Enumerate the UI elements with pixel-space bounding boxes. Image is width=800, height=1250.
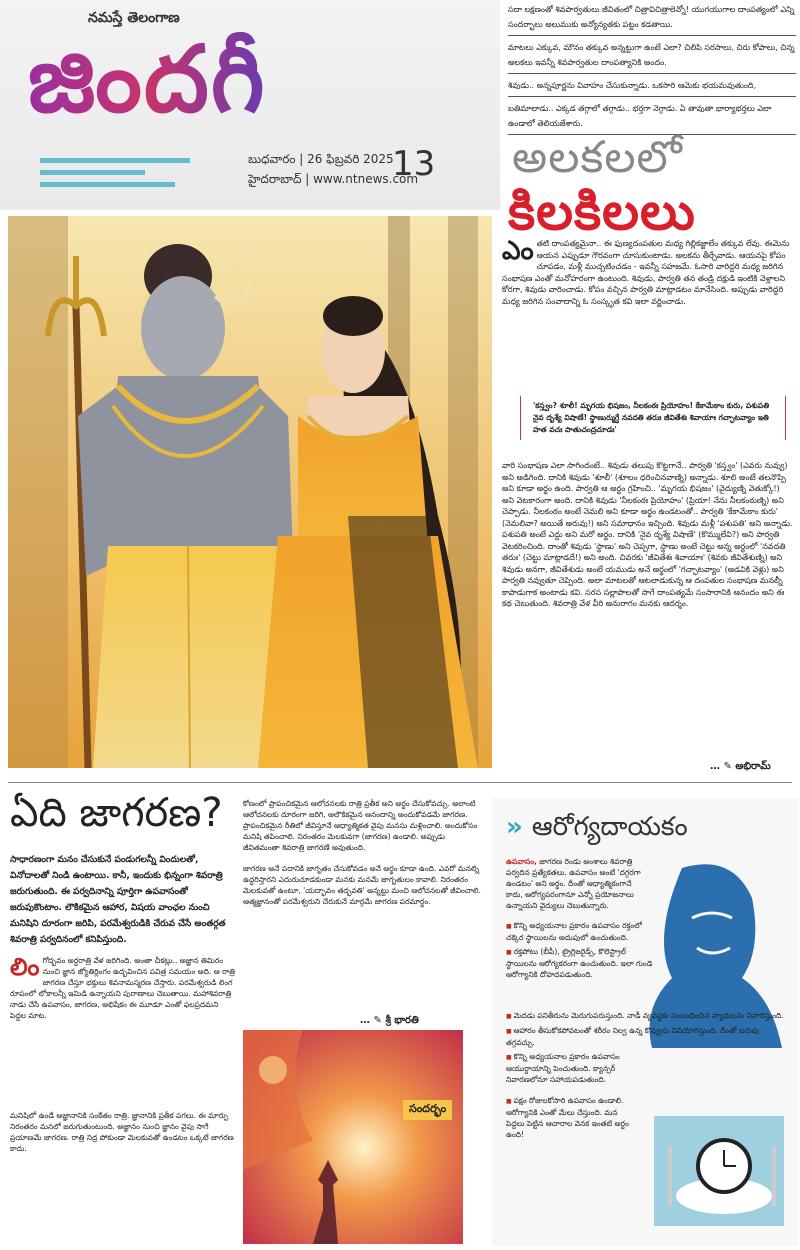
editorial-mid-paragraph-1: కోణంలో ప్రాపంచికమైన ఆలోచనలకు రాత్రి ప్రతీక అని అర్థం చేసుకోవచ్చు. అలాంటి ఆలోచనలకు దూరంగా జరిగి, అలౌకికమైన ఆనందాన్ని అందుకోవడమే జాగరణ. ప్రాపంచికమైన రీతిలో జీవిస్తూనే ఆధ్యాత్మికత వైపు మనసు మళ్లించాలి. అందుకోసం మనిషి తపించాలి. నిరంతరం మెలకువగా (జాగరణ) ఉండాలి. అప్పుడు జీవితమంతా శివరాత్రి జాగరణే అవుతుంది. bbox=[243, 799, 478, 852]
health-list-1 bbox=[506, 920, 656, 983]
intro-line: మాటలు ఎక్కువ, మౌనం తక్కువ అన్నట్టుగా ఉంటే ఎలా? చిలిపి సరసాలు, చిరు కోపాలు, చిన్న అలకలు ఇవన్నీ శివపార్వతుల దాంపత్యానికి అందం. bbox=[508, 40, 796, 74]
headline-line-2: కిలకిలలు bbox=[508, 182, 696, 242]
article-lead-text: తటి దాంపత్యమైనా.. ఈ ఫుణ్యదంపతుల మధ్య గిల్లికజ్జాలేం తక్కువ లేవు. ఈమెను ఆయన ఎప్పుడూ గౌరవంగా చూసుకుంటాడు. అలకను తీర్చేవాడు. ఆయనపై కోపం చూపడం, మళ్లీ ముచ్చటించడం - ఇవన్నీ సహజమే. ఓసారి వారిద్దరి మధ్య జరిగిన సంభాషణ ఎంతో మనోహరంగా ఉంటుంది. శివుడు, పార్వతి తన తండ్రి దక్షుడి ఇంటికి వెళ్లాలని కోరగా, శివుడు వారించాడు. కోపం వచ్చిన పార్వతి మాట్లాడటం మానేసింది. అప్పుడు వారిద్దరి మధ్య జరిగిన సంవాదాన్ని ఓ సంస్కృత కవి ఇలా వర్ణించాడు. bbox=[502, 239, 790, 306]
health-box-title bbox=[506, 812, 688, 848]
intro-deck bbox=[508, 2, 796, 139]
health-lead bbox=[506, 856, 646, 911]
article-dropcap: ఎం bbox=[502, 236, 534, 266]
editorial-body-1-text: గోద్భవం అర్ధరాత్రి వేళ జరిగింది. అంతా చీకట్లు.. అజ్ఞాన తిమిరం నుంచి జ్ఞాన జ్యోతిర్లింగం ఉద్భవించిన పవిత్ర సమయం అది. ఆ రాత్రి జాగరణ చేస్తూ భక్తులు శివనామస్మరణ చేస్తారు. పరమేశ్వరుడి లింగ రూపంలో లోకాలన్నీ ఇమిడి ఉన్నాయని పురాణాలు చెబుతాయి. మహాశివరాత్రి నాడు చేసే ఉపవాసం, జాగరణ, అభిషేకం ఈ మూడూ ఎంతో ఫలప్రదమని పెద్దల మాట. bbox=[10, 956, 235, 1020]
health-bullet: ■ కొన్ని అధ్యయనాల ప్రకారం ఉపవాసం రక్తంలో చక్కెర స్థాయిలను అదుపులో ఉంచుతుంది. bbox=[506, 920, 656, 943]
editorial-middle-column bbox=[243, 798, 483, 907]
sanskrit-verse-quote: 'కస్త్వం? శూలీ! మృగయ భిషజం, నీలకంఠః ప్రియోహం! కేకామేకాం కురు, పశుపతి నైవ దృశ్యే విషాణే! స్థాణుర్ముగ్ధే నవదతి తరుః జీవితేశః శివాయాః గచ్ఛాటవ్యాం ఇతి హత వచః పాతుచంద్రచూడః' bbox=[520, 396, 786, 440]
health-bullet: ■ మెదడు పనితీరును మెరుగుపరుస్తుంది. నాడీ వ్యవస్థకు సంబంధించిన వ్యాధులను నివారిస్తుంది. bbox=[506, 1010, 786, 1022]
editorial-lead: సాధారణంగా మనం చేసుకునే పండుగలన్నీ విందులతో, వినోదాలతో నిండి ఉంటాయి. కానీ, ఇందుకు భిన్నంగా శివరాత్రి జరుగుతుంది. ఈ పర్వదినాన్ని పూర్తిగా ఉపవాసంతో జరుపుకొంటాం. లౌకికమైన ఆహార, విషయ వాంఛల నుంచి మనిషిని దూరంగా జరిపి, పరమేశ్వరుడికి చేరువ చేసే అంతర్గత శివరాత్రి పర్వదినంలో కనిపిస్తుంది. bbox=[10, 855, 226, 945]
editorial-mid-paragraph-2: జాగరణ అనే పదానికి జాగృతం చేసుకోవడం అనే అర్థం కూడా ఉంది. ఎవరో మనల్ని ఉద్ధరిస్తారని ఎదురుచూడకుండా మనకు మనమే జాగృతులం కావాలి. నిరంతరం మెలకువతో ఉంటూ, 'యద్భావం తద్భవతి' అన్నట్టు మంచి ఆలోచనలతో జీవించాలి. ఆత్మజ్ఞానంతో పరమేశ్వరుని చేరుకునే మార్గమే జాగరణ పరమార్థం. bbox=[243, 864, 481, 906]
health-list-3 bbox=[506, 1095, 631, 1143]
pen-icon: … ✎ bbox=[710, 761, 736, 772]
masthead-decorative-bars bbox=[40, 158, 190, 194]
health-lead-key: ఉపవాసం, bbox=[506, 857, 537, 866]
headline-line-1: అలకలలో bbox=[512, 132, 683, 183]
main-article-body: వారి సంభాషణ ఎలా సాగిందంటే.. శివుడు తలుపు కొట్టగానే.. పార్వతి 'కస్త్వం' (ఎవరు నువ్వు) అని అడిగింది. దానికి శివుడు 'శూలీ' (శూలం ధరించినవాణ్ని) అన్నాడు. శూలి అంటే తలనొప్పి అని కూడా అర్థం ఉంది. పార్వతి ఆ అర్థం గ్రహించి.. 'మృగయ భిషజం' (వైద్యుణ్ని వెతుక్కో!) అని వెటకారంగా అంది. దానికి శివుడు 'నీలకంఠః ప్రియోహం' (ప్రియా! నేను నీలకంఠుణ్ని) అని చెప్పాడు. నీలకంఠం అంటే నెమలి అని కూడా అర్థం ఉండటంతో.. పార్వతి 'కేకామేకాం కురు' (నెమలివా? అయితే అరువు!) అని సమాధానం ఇచ్చింది. శివుడు మళ్లీ 'పశుపతి' అని అన్నాడు. పశుపతి అంటే ఎద్దు అని మరో అర్థం. దానికి 'నైవ దృశ్యే విషాణే' (కొమ్ములేవి?) అని పార్వతి వెటకరించింది. దాంతో శివుడు 'స్థాణు' అని చెప్పగా, స్థాణు అంటే చెట్టు అన్న అర్థంలో 'నవదతి తరుః' (చెట్టు మాట్లాడదే!) అని అంది. చివరకు 'జీవితేశః శివాయాః' (శివకు జీవితేశుణ్ని) అని శివుడు అనగా, జీవితేశుడు అంటే యముడు అనే అర్థంలో 'గచ్ఛాటవ్యాం' (అడవికి వెళ్లు) అని పార్వతి నవ్వుతూ చెప్పింది. అలా మాటలతో ఆటలాడుకున్న ఆ దంపతుల సంభాషణ మనల్నీ కాపాడుగాక అంటాడు కవి. సరస సల్లాపాలతో సాగే దాంపత్యమే సంసారానికి ఆనందం అని ఈ కథ చెబుతుంది. శివరాత్రి వేళ వీరి అనురాగం మనకు ఆదర్శం. bbox=[502, 461, 793, 608]
health-bullet: ■ పక్షం రోజులకోసారి ఉపవాసం ఉండాలి. ఆరోగ్యానికి ఎంతో మేలు చేస్తుంది. మన పెద్దలు పెట్టిన ఆచారాల వెనక ఇంతటి అర్థం ఉంది! bbox=[506, 1095, 631, 1140]
health-bullet: ■ రక్తపోటు (బీపీ), ట్రైగ్లిజరైడ్స్, కొలెస్ట్రాల్ స్థాయిలను ఆరోగ్యకరంగా ఉంచుతుంది. ఇలా గుండె ఆరోగ్యానికి దోహదపడుతుంది. bbox=[506, 946, 656, 980]
city-website-line: హైదరాబాద్ | www.ntnews.com bbox=[248, 172, 419, 186]
editorial-body-2: మనిషిలో ఉండే అజ్ఞానానికి సంకేతం రాత్రి. జ్ఞానానికి ప్రతీక పగలు. ఈ మార్పు నిరంతరం మనలో జరుగుతుంటుంది. అజ్ఞానం నుంచి జ్ఞానం వైపు సాగే ప్రయాణమే జాగరణ. రాత్రి నిద్ర పోకుండా మెలకువతో ఉండటం ఒక్కటే జాగరణ కాదు. bbox=[10, 1111, 234, 1153]
pen-icon: … ✎ bbox=[360, 1015, 386, 1026]
shiva-parvati-painting bbox=[8, 216, 492, 768]
section-divider bbox=[8, 782, 792, 783]
intro-line: సదా లక్షణంతో శివపార్వతులు జీవితంలో చిత్రావిచిత్రాలెన్నో! యుగయుగాల దాంపత్యంలో ఎన్ని సందర్భాలు అలుముకు అన్యోన్యతకు పట్టం కడతాయి. bbox=[508, 2, 796, 36]
editorial-byline bbox=[360, 1014, 419, 1028]
main-article-lead bbox=[502, 238, 794, 307]
health-lead-text: జాగరణ రెండు అంశాలు శివరాత్రి పర్వదిన ప్రత్యేకతలు. ఉపవాసం అంటే 'దగ్గరగా ఉండటం' అని అర్థం. దీంతో ఆధ్యాత్మికంగానే కాదు, ఆరోగ్యపరంగానూ ఎన్నో ప్రయోజనాలు ఉన్నాయని వైద్యులు చెబుతున్నారు. bbox=[506, 857, 641, 910]
photo-illustration bbox=[243, 1030, 463, 1244]
chevron-right-icon: » bbox=[506, 812, 532, 842]
editorial-body-1 bbox=[10, 955, 235, 1021]
editorial-title: ఏది జాగరణ? bbox=[10, 790, 223, 836]
clock-plate-graphic bbox=[654, 1116, 784, 1226]
health-bullet: ■ కొన్ని అధ్యయనాల ప్రకారం ఉపవాసం ఆయుర్దాయాన్ని పెంచుతుంది. క్యాన్సర్ నివారణలోనూ సహాయపడుతుంది. bbox=[506, 1051, 656, 1085]
byline-name: అభిరామ్ bbox=[735, 761, 771, 772]
newspaper-tagline: నమస్తే తెలంగాణ bbox=[88, 10, 180, 26]
intro-line: బతిమాలాడు.. ఎక్కడ తగ్గాలో తగ్గాడు.. భర్తగా నెగ్గాడు. ఏ తావుతా భార్యాభర్తలు ఎలా ఉండాలో తెలియజేశారు. bbox=[508, 101, 796, 135]
health-bullet: ■ ఆహారం తీసుకోకపోవటంతో శరీరం నిల్వ ఉన్న కొవ్వును వినియోగిస్తుంది. దీంతో బరువు తగ్గవచ్చు. bbox=[506, 1025, 786, 1048]
painting-illustration bbox=[8, 216, 492, 768]
section-brand-title: జిందగీ bbox=[28, 26, 267, 133]
intro-line: శివుడు.. అన్నపూర్ణను వివాహం చేసుకున్నాడు. ఒకసారి ఆమెకు భయమవుతుంది, bbox=[508, 78, 796, 97]
dateline: బుధవారం | 26 ఫిబ్రవరి 2025 bbox=[248, 152, 394, 166]
article-byline bbox=[710, 760, 771, 774]
health-title-text: ఆరోగ్యదాయకం bbox=[531, 812, 688, 842]
health-list-2 bbox=[506, 1010, 786, 1088]
byline-name: శ్రీ భారతి bbox=[385, 1015, 419, 1026]
page-number: 13 bbox=[392, 144, 436, 184]
editorial-dropcap: లిం bbox=[10, 953, 40, 981]
photo-label-badge: సందర్భం bbox=[403, 1100, 452, 1120]
sunrise-meditation-photo bbox=[243, 1030, 463, 1244]
